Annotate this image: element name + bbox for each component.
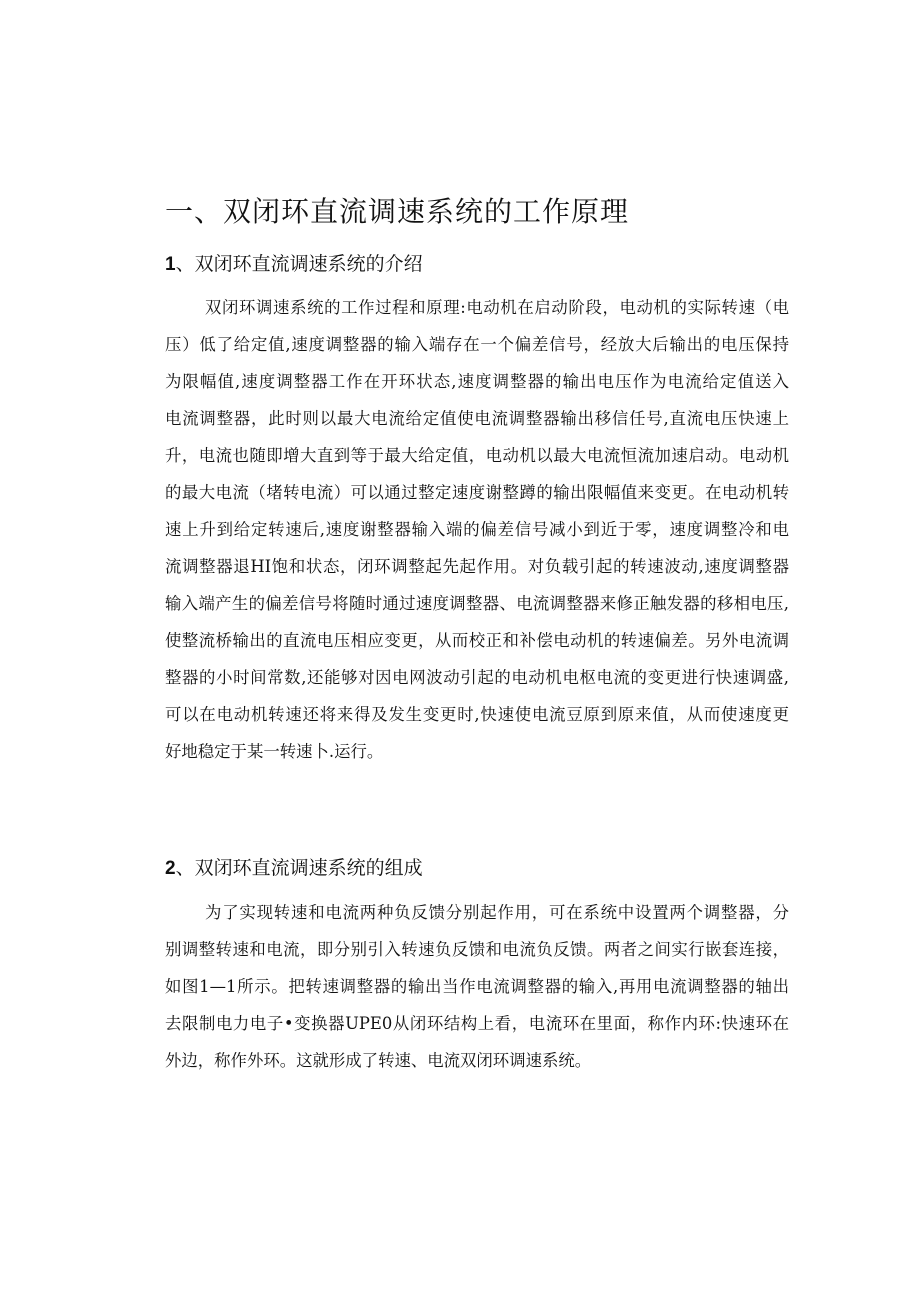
paragraph-line: 的最大电流（堵转电流）可以通过整定速度谢整蹲的输出限幅值来变更。在电动机转 xyxy=(165,483,789,502)
subsection-1-heading xyxy=(165,249,423,276)
paragraph-line: 去限制电力电子•变换器UPE0从闭环结构上看，电流环在里面，称作内环:快速环在 xyxy=(165,1014,789,1033)
paragraph-line: 为限幅值,速度调整器工作在开环状态,速度调整器的输出电压作为电流给定值送入 xyxy=(165,372,789,391)
subsection-2-title: 、双闭环直流调速系统的组成 xyxy=(175,857,423,879)
subsection-1-title: 、双闭环直流调速系统的介绍 xyxy=(175,253,423,275)
subsection-1-paragraph xyxy=(165,289,789,770)
paragraph-line: 如图1—1所示。把转速调整器的输出当作电流调整器的输入,再用电流调整器的轴出 xyxy=(165,977,789,996)
subsection-2-paragraph xyxy=(165,894,789,1079)
paragraph-line: 外边，称作外环。这就形成了转速、电流双闭环调速系统。 xyxy=(165,1051,592,1070)
paragraph-line: 使整流桥输出的直流电压相应变更，从而校正和补偿电动机的转速偏差。另外电流调 xyxy=(165,631,789,650)
section-title: 一、双闭环直流调速系统的工作原理 xyxy=(165,195,630,228)
subsection-2-number: 2 xyxy=(165,858,176,879)
paragraph-line: 别调整转速和电流，即分别引入转速负反馈和电流负反馈。两者之间实行嵌套连接， xyxy=(165,940,789,959)
paragraph-line: 升，电流也随即增大直到等于最大给定值，电动机以最大电流恒流加速启动。电动机 xyxy=(165,446,789,465)
paragraph-line: 压）低了给定值,速度调整器的输入端存在一个偏差信号，经放大后输出的电压保持 xyxy=(165,335,789,354)
subsection-1-number: 1 xyxy=(165,254,176,275)
paragraph-line: 可以在电动机转速还将来得及发生变更时,快速使电流豆原到原来值，从而使速度更 xyxy=(165,705,789,724)
paragraph-line: 流调整器退HI饱和状态，闭环调整起先起作用。对负载引起的转速波动,速度调整器 xyxy=(165,557,789,576)
paragraph-line: 整器的小时间常数,还能够对因电网波动引起的电动机电枢电流的变更进行快速调盛, xyxy=(165,668,789,687)
paragraph-line: 输入端产生的偏差信号将随时通过速度调整器、电流调整器来修正触发器的移相电压, xyxy=(165,594,789,613)
paragraph-line: 好地稳定于某一转速卜.运行。 xyxy=(165,742,384,761)
paragraph-line: 为了实现转速和电流两种负反馈分别起作用，可在系统中设置两个调整器，分 xyxy=(205,903,789,922)
paragraph-line: 速上升到给定转速后,速度谢整器输入端的偏差信号减小到近于零，速度调整冷和电 xyxy=(165,520,789,539)
subsection-2-heading xyxy=(165,853,423,880)
paragraph-line: 电流调整器，此时则以最大电流给定值使电流调整器输出移信任号,直流电压快速上 xyxy=(165,409,789,428)
paragraph-line: 双闭环调速系统的工作过程和原理:电动机在启动阶段，电动机的实际转速（电 xyxy=(205,298,789,317)
